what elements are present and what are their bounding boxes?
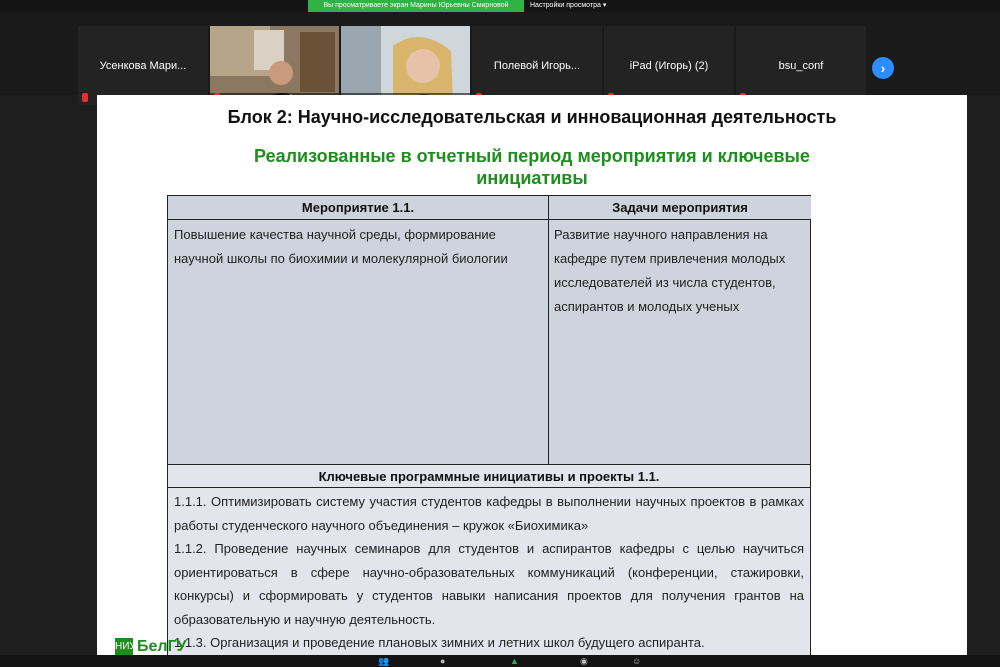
participant-name: iPad (Игорь) (2) (629, 60, 709, 72)
participant-tile[interactable] (78, 26, 208, 105)
record-icon[interactable]: ◉ (580, 656, 588, 666)
chat-icon[interactable]: ● (440, 656, 446, 666)
screen-share-notice: Вы просматриваете экран Марины Юрьевны Смирновой (308, 0, 524, 12)
shared-slide (97, 95, 967, 655)
initiatives-header: Ключевые программные инициативы и проекты 1.1. (168, 465, 810, 488)
logo-mark: НИУ (115, 638, 133, 655)
logo-text: БелГУ (137, 638, 187, 655)
participant-tile[interactable] (472, 26, 602, 105)
events-table (167, 195, 811, 655)
initiative-item: 1.1.1. Оптимизировать систему участия студентов кафедры в выполнении научных проектов в рамках работы студенческого научного объединения – кружок «Биохимика» (174, 494, 804, 533)
slide-subtitle-line: Реализованные в отчетный период мероприятия и ключевые (254, 146, 810, 166)
event-tasks: Развитие научного направления на кафедре путем привлечения молодых исследователей из числа студентов, аспирантов и молодых ученых (554, 227, 786, 314)
slide-subtitle-line: инициативы (476, 168, 588, 188)
participant-name: bsu_conf (778, 60, 824, 72)
slide-subtitle (137, 145, 927, 189)
university-logo (115, 638, 205, 655)
meeting-toolbar (0, 655, 1000, 667)
event-description: Повышение качества научной среды, формирование научной школы по биохимии и молекулярной биологии (174, 227, 508, 266)
initiative-item: 1.1.3. Организация и проведение плановых зимних и летних школ будущего аспиранта. (174, 635, 705, 650)
participant-video-tile[interactable] (210, 26, 339, 105)
table-header-event: Мероприятие 1.1. (168, 196, 548, 220)
participant-strip (0, 12, 1000, 95)
reactions-icon[interactable]: ☺ (632, 656, 642, 666)
share-screen-icon[interactable]: ▲ (510, 656, 519, 666)
participant-name: Усенкова Мари... (99, 60, 187, 72)
participant-tile[interactable] (736, 26, 866, 105)
chevron-right-icon[interactable]: › (872, 57, 894, 79)
column-divider (548, 196, 549, 464)
table-header-tasks: Задачи мероприятия (549, 196, 811, 220)
view-options-button[interactable]: Настройки просмотра ▾ (530, 2, 607, 9)
top-bar (0, 0, 1000, 12)
slide-title: Блок 2: Научно-исследовательская и инновационная деятельность (227, 107, 837, 127)
participant-name: Полевой Игорь... (493, 60, 581, 72)
participant-tile[interactable] (604, 26, 734, 105)
initiative-item: 1.1.2. Проведение научных семинаров для студентов и аспирантов кафедры с целью научиться ориентироваться в сфере научно-образовательных коммуникаций (конференции, стажировки, конкурсы) и сформировать у студентов навыки написания проектов для получения грантов на образовательную и научную деятельность. (174, 541, 804, 627)
initiatives-body (168, 488, 810, 655)
participants-icon[interactable]: 👥 (378, 656, 390, 666)
participant-video-tile[interactable] (341, 26, 470, 105)
muted-mic-icon (82, 93, 88, 102)
